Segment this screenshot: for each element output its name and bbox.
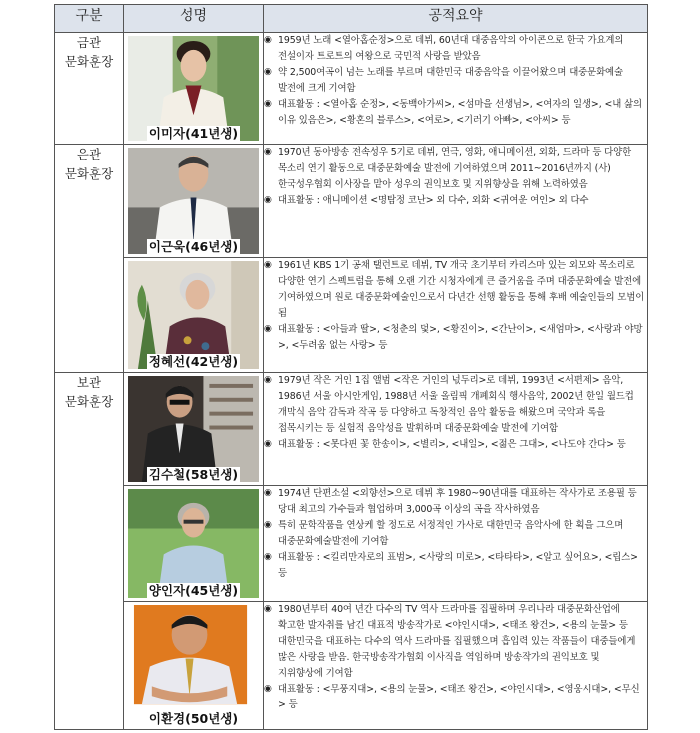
bullet-icon: ◉ <box>264 438 272 449</box>
bullet-icon: ◉ <box>264 98 272 109</box>
recipient-photo-cell <box>124 258 264 373</box>
category-line1: 금관 <box>76 35 102 50</box>
recipient-name: 정혜선(42년생) <box>148 354 239 369</box>
achievement-summary <box>264 145 648 258</box>
bullet-icon: ◉ <box>264 323 272 334</box>
bullet-icon: ◉ <box>264 683 272 694</box>
recipient-row <box>55 486 648 602</box>
bullet-icon: ◉ <box>264 551 272 562</box>
recipient-row <box>55 33 648 145</box>
list-item: ◉ 대표활동 : <열아홉 순정>, <동백아가씨>, <섬마을 선생님>, <여자의 일생>, <내 삶의 이유 있음은>, <황혼의 블루스>, <여로>, <기러기 아빠>, <아씨> 등 <box>264 97 647 129</box>
category-line2: 문화훈장 <box>64 394 114 409</box>
list-item: ◉ 1979년 작은 거인 1집 앨범 <작은 거인의 넋두리>로 데뷔, 1993년 <서편제> 음악, 1986년 서울 아시안게임, 1988년 서울 올림픽 개폐회식 행사음악, 2002년 한일 월드컵 개막식 음악 감독과 작곡 등 다양하고 독창적인 음악 활동을 해왔으며 국악과 록을 접목시키는 등 실험적 음악성을 발휘하며 대중문화예술 발전에 기여함 <box>264 373 647 437</box>
bullet-icon: ◉ <box>264 66 272 77</box>
recipient-row <box>55 145 648 258</box>
list-item: ◉ 대표활동 : <못다핀 꽃 한송이>, <별리>, <내일>, <젊은 그대>, <나도야 간다> 등 <box>264 437 647 453</box>
category-line1: 보관 <box>76 375 102 390</box>
recipient-name: 양인자(45년생) <box>148 583 239 598</box>
category-line2: 문화훈장 <box>64 166 114 181</box>
portrait-photo <box>128 605 259 726</box>
recipient-row <box>55 373 648 486</box>
recipient-photo-cell <box>124 602 264 730</box>
list-item: ◉ 1959년 노래 <열아홉순정>으로 데뷔, 60년대 대중음악의 아이콘으로 한국 가요계의 전설이자 트로트의 여왕으로 국민적 사랑을 받았음 <box>264 33 647 65</box>
list-item: ◉ 약 2,500여곡이 넘는 노래를 부르며 대한민국 대중음악을 이끌어왔으며 대중문화예술 발전에 크게 기여함 <box>264 65 647 97</box>
achievement-summary <box>264 486 648 602</box>
list-item: ◉ 1974년 단편소설 <외향선>으로 데뷔 후 1980~90년대를 대표하는 작사가로 조용필 등 당대 최고의 가수들과 협업하며 3,000곡 이상의 곡을 작사하였음 <box>264 486 647 518</box>
achievement-summary <box>264 258 648 373</box>
bullet-icon: ◉ <box>264 35 272 45</box>
award-category-silver <box>55 145 124 373</box>
header-category: 구분 <box>55 5 124 33</box>
award-category-bogwan <box>55 373 124 730</box>
achievement-summary <box>264 33 648 145</box>
bullet-icon: ◉ <box>264 147 272 157</box>
list-item: ◉ 1970년 동아방송 전속성우 5기로 데뷔, 연극, 영화, 애니메이션, 외화, 드라마 등 다양한 목소리 연기 활동으로 대중문화예술 발전에 기여하였으며 2011~2016년까지 (사)한국성우협회 이사장을 맡아 성우의 권익보호 및 지위향상을 위해 노력하였음 <box>264 145 647 193</box>
list-item: ◉ 1980년부터 40여 년간 다수의 TV 역사 드라마를 집필하며 우리나라 대중문화산업에 확고한 발자취를 남긴 대표적 방송작가로 <야인시대>, <태조 왕건>, <용의 눈물> 등 대한민국을 대표하는 다수의 역사 드라마를 집필했으며 흡입력 있는 작품들이 대중들에게 많은 사랑을 받음. 한국방송작가협회 이사직을 역임하며 방송작가의 권익보호 및 지위향상에 기여함 <box>264 602 647 682</box>
recipient-photo-cell <box>124 373 264 486</box>
recipient-name: 김수철(58년생) <box>148 467 239 482</box>
recipient-name: 이미자(41년생) <box>148 126 239 141</box>
category-line1: 은관 <box>76 147 102 162</box>
category-line2: 문화훈장 <box>64 54 114 69</box>
recipient-row <box>55 258 648 373</box>
recipient-photo-cell <box>124 33 264 145</box>
recipient-name: 이환경(50년생) <box>148 711 239 726</box>
list-item: ◉ 1961년 KBS 1기 공채 탤런트로 데뷔, TV 개국 초기부터 카리스마 있는 외모와 목소리로 다양한 연기 스펙트럼을 통해 오랜 기간 시청자에게 큰 즐거움을 주며 대중문화예술 발전에 기여하였으며 원로 대중문화예술인으로서 다년간 선행 활동을 통해 후배 예술인들의 모범이 됨 <box>264 258 647 322</box>
header-summary: 공적요약 <box>264 5 648 33</box>
recipient-photo-cell <box>124 145 264 258</box>
header-name: 성명 <box>124 5 264 33</box>
bullet-icon: ◉ <box>264 519 272 530</box>
awards-table <box>54 4 648 730</box>
bullet-icon: ◉ <box>264 375 272 385</box>
recipient-photo-cell <box>124 486 264 602</box>
bullet-icon: ◉ <box>264 260 272 270</box>
bullet-icon: ◉ <box>264 488 272 498</box>
list-item: ◉ 대표활동 : <킬리만자로의 표범>, <사랑의 미로>, <타타타>, <알고 싶어요>, <립스> 등 <box>264 550 647 582</box>
list-item: ◉ 대표활동 : <아들과 딸>, <청춘의 덫>, <황진이>, <간난이>, <새엄마>, <사랑과 야망>, <두려움 없는 사랑> 등 <box>264 322 647 354</box>
header-row <box>55 5 648 33</box>
recipient-name: 이근욱(46년생) <box>148 239 239 254</box>
bullet-icon: ◉ <box>264 194 272 205</box>
achievement-summary <box>264 373 648 486</box>
list-item: ◉ 대표활동 : 애니메이션 <명탐정 코난> 외 다수, 외화 <귀여운 여인> 외 다수 <box>264 193 647 209</box>
list-item: ◉ 특히 문학작품을 연상케 할 정도로 서정적인 가사로 대한민국 음악사에 한 획을 그으며 대중문화예술발전에 기여함 <box>264 518 647 550</box>
bullet-icon: ◉ <box>264 604 272 614</box>
achievement-summary <box>264 602 648 730</box>
list-item: ◉ 대표활동 : <무풍지대>, <용의 눈물>, <태조 왕건>, <야인시대>, <영웅시대>, <무신> 등 <box>264 682 647 714</box>
recipient-row <box>55 602 648 730</box>
award-category-gold <box>55 33 124 145</box>
